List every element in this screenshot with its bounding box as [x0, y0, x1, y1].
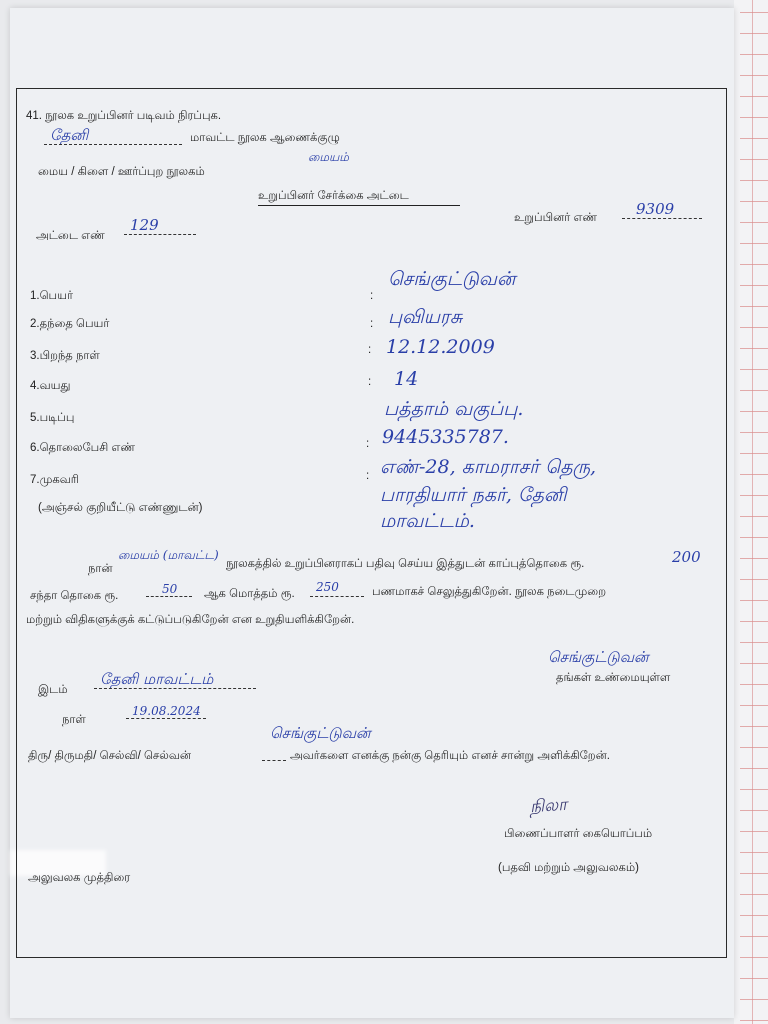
declaration-line-2-end: பணமாகச் செலுத்துகிறேன். நூலக நடைமுறை — [372, 586, 607, 598]
notebook-ruled-line — [740, 138, 768, 139]
deposit-value: 200 — [672, 548, 701, 566]
notebook-ruled-line — [740, 1020, 768, 1021]
notebook-ruled-line — [740, 96, 768, 97]
form-heading: 41. நூலக உறுப்பினர் படிவம் நிரப்புக. — [26, 110, 222, 122]
district-value: தேனி — [50, 126, 89, 144]
card-title-underline — [258, 205, 460, 206]
notebook-ruled-line — [740, 285, 768, 286]
field-colon: : — [370, 318, 374, 330]
office-seal-label: அலுவலக முத்திரை — [28, 872, 131, 884]
field-label-education: 5.படிப்பு — [30, 412, 75, 424]
subscription-value: 50 — [162, 582, 178, 596]
yours-label: தங்கள் உண்மையுள்ள — [556, 672, 671, 684]
notebook-ruled-line — [740, 726, 768, 727]
notebook-ruled-line — [740, 327, 768, 328]
member-signature: செங்குட்டுவன் — [548, 648, 649, 666]
notebook-ruled-line — [740, 75, 768, 76]
notebook-ruled-line — [740, 747, 768, 748]
field-value-dob: 12.12.2009 — [386, 336, 495, 358]
subscription-line — [146, 596, 192, 597]
place-value: தேனி மாவட்டம் — [100, 670, 214, 688]
notebook-edge — [734, 0, 768, 1024]
field-value-phone: 9445335787. — [382, 426, 509, 448]
notebook-ruled-line — [740, 789, 768, 790]
designation-label: (பதவி மற்றும் அலுவலகம்) — [498, 862, 639, 874]
endorsement-prefix: திரு/ திருமதி/ செல்வி/ செல்வன் — [28, 750, 191, 762]
date-label: நாள் — [62, 714, 86, 726]
notebook-ruled-line — [740, 642, 768, 643]
field-value-father: புவியரசு — [388, 306, 463, 328]
notebook-ruled-line — [740, 264, 768, 265]
field-colon: : — [370, 290, 374, 302]
card-title: உறுப்பினர் சேர்க்கை அட்டை — [258, 190, 409, 202]
notebook-ruled-line — [740, 978, 768, 979]
notebook-margin-line — [752, 0, 753, 1024]
field-value-age: 14 — [394, 368, 419, 390]
notebook-ruled-line — [740, 936, 768, 937]
notebook-ruled-line — [740, 600, 768, 601]
member-no-value: 9309 — [636, 200, 675, 218]
field-colon: : — [366, 470, 370, 482]
notebook-ruled-line — [740, 999, 768, 1000]
notebook-ruled-line — [740, 957, 768, 958]
declaration-library-value: மையம் (மாவட்ட) — [118, 548, 219, 562]
date-value: 19.08.2024 — [132, 704, 201, 718]
notebook-ruled-line — [740, 222, 768, 223]
declaration-start: நான் — [88, 563, 113, 575]
notebook-ruled-line — [740, 684, 768, 685]
declaration-total-label: ஆக மொத்தம் ரூ. — [204, 588, 295, 600]
card-no-label: அட்டை எண் — [36, 230, 105, 242]
total-line — [310, 596, 364, 597]
notebook-ruled-line — [740, 831, 768, 832]
notebook-ruled-line — [740, 201, 768, 202]
notebook-ruled-line — [740, 474, 768, 475]
field-colon: : — [368, 344, 372, 356]
date-line — [126, 718, 206, 719]
guarantor-label: பிணைப்பாளர் கையொப்பம் — [504, 828, 653, 840]
notebook-ruled-line — [740, 558, 768, 559]
notebook-ruled-line — [740, 348, 768, 349]
notebook-ruled-line — [740, 768, 768, 769]
card-no-value: 129 — [130, 216, 159, 234]
member-no-line — [622, 218, 702, 219]
field-label-name: 1.பெயர் — [30, 290, 73, 302]
field-label-age: 4.வயது — [30, 380, 71, 392]
district-line — [44, 144, 182, 145]
notebook-ruled-line — [740, 453, 768, 454]
notebook-ruled-line — [740, 915, 768, 916]
branch-options: மைய / கிளை / ஊர்ப்புற நூலகம் — [38, 166, 205, 178]
guarantor-signature: நிலா — [529, 794, 568, 818]
district-suffix: மாவட்ட நூலக ஆணைக்குழு — [190, 132, 340, 144]
declaration-line-3: மற்றும் விதிகளுக்குக் கட்டுப்படுகிறேன் என உறுதியளிக்கிறேன். — [26, 614, 355, 626]
total-value: 250 — [316, 580, 339, 594]
notebook-ruled-line — [740, 894, 768, 895]
notebook-ruled-line — [740, 390, 768, 391]
notebook-ruled-line — [740, 873, 768, 874]
field-label-father: 2.தந்தை பெயர் — [30, 318, 110, 330]
notebook-ruled-line — [740, 369, 768, 370]
place-line — [94, 688, 256, 689]
address-line-1: எண்-28, காமராசர் தெரு, — [380, 456, 597, 478]
field-value-education: பத்தாம் வகுப்பு. — [384, 398, 524, 420]
endorsed-name-value: செங்குட்டுவன் — [270, 724, 371, 742]
notebook-ruled-line — [740, 705, 768, 706]
notebook-ruled-line — [740, 516, 768, 517]
notebook-ruled-line — [740, 54, 768, 55]
branch-value: மையம் — [308, 150, 349, 164]
field-colon: : — [366, 438, 370, 450]
endorsement-name-line — [262, 760, 286, 761]
notebook-ruled-line — [740, 579, 768, 580]
notebook-ruled-line — [740, 12, 768, 13]
notebook-ruled-line — [740, 306, 768, 307]
field-label-address: 7.முகவரி — [30, 474, 79, 486]
notebook-ruled-line — [740, 243, 768, 244]
notebook-ruled-line — [740, 411, 768, 412]
member-no-label: உறுப்பினர் எண் — [514, 212, 598, 224]
card-no-line — [124, 234, 196, 235]
declaration-line-1: நூலகத்தில் உறுப்பினராகப் பதிவு செய்ய இத்துடன் காப்புத்தொகை ரூ. — [226, 558, 585, 570]
notebook-ruled-line — [740, 810, 768, 811]
place-label: இடம் — [38, 684, 68, 696]
endorsement-text: அவர்களை எனக்கு நன்கு தெரியும் எனச் சான்று அளிக்கிறேன். — [290, 750, 610, 762]
postal-note: (அஞ்சல் குறியீட்டு எண்ணுடன்) — [38, 502, 203, 514]
address-line-3: மாவட்டம். — [380, 510, 475, 532]
notebook-ruled-line — [740, 663, 768, 664]
field-colon: : — [368, 376, 372, 388]
notebook-ruled-line — [740, 117, 768, 118]
notebook-ruled-line — [740, 495, 768, 496]
declaration-subscription-label: சந்தா தொகை ரூ. — [30, 590, 119, 602]
field-value-name: செங்குட்டுவன் — [388, 268, 516, 290]
notebook-ruled-line — [740, 33, 768, 34]
notebook-ruled-line — [740, 159, 768, 160]
notebook-ruled-line — [740, 180, 768, 181]
notebook-ruled-line — [740, 852, 768, 853]
notebook-ruled-line — [740, 621, 768, 622]
address-line-2: பாரதியார் நகர், தேனி — [380, 484, 567, 506]
field-label-phone: 6.தொலைபேசி எண் — [30, 442, 135, 454]
notebook-ruled-line — [740, 432, 768, 433]
field-label-dob: 3.பிறந்த நாள் — [30, 350, 100, 362]
notebook-ruled-line — [740, 537, 768, 538]
